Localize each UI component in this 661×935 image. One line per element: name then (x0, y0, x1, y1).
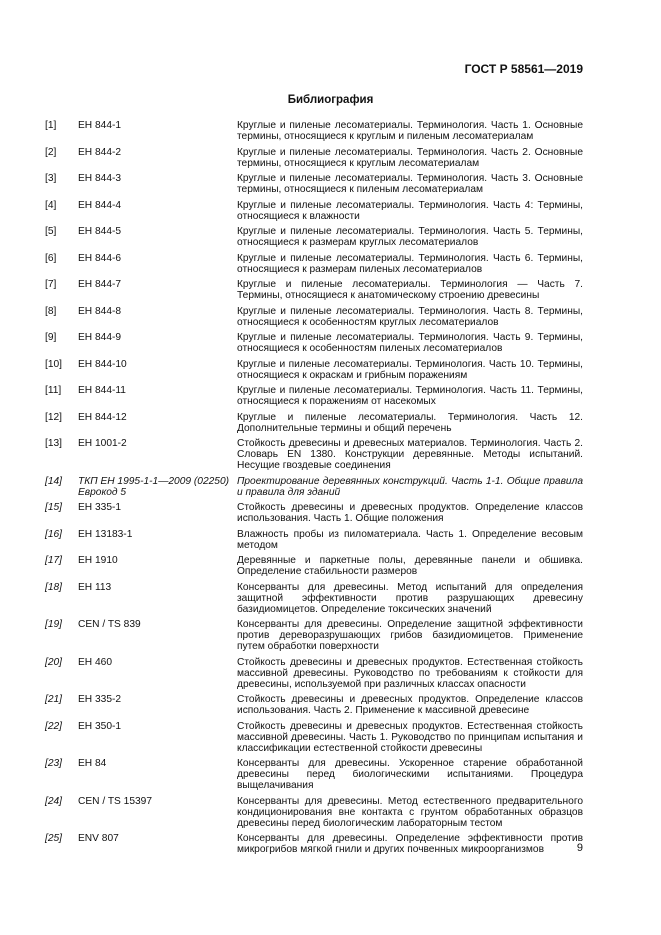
entry-number: [10] (45, 358, 62, 370)
entry-description: Круглые и пиленые лесоматериалы. Терминология. Часть 1. Основные термины, относящиеся к круглым и пиленым лесоматериалам (237, 120, 583, 142)
entry-description: Круглые и пиленые лесоматериалы. Терминология — Часть 7. Термины, относящиеся к анатомическому строению древесины (237, 279, 583, 301)
entry-code: ENV 807 (78, 833, 119, 844)
entry-number: [24] (45, 795, 62, 807)
entry-number: [21] (45, 694, 62, 705)
entry-description: Стойкость древесины и древесных материалов. Терминология. Часть 2. Словарь EN 1380. Конструкции деревянные. Методы испытаний. Несущие гвоздевые соединения (237, 438, 583, 471)
entry-description: Круглые и пиленые лесоматериалы. Терминология. Часть 5. Термины, относящиеся к размерам круглых лесоматериалов (237, 226, 583, 248)
entry-number: [18] (45, 581, 62, 593)
entry-number: [25] (45, 833, 62, 844)
bibliography-entry (45, 385, 583, 407)
bibliography-entry (45, 476, 583, 498)
bibliography-entry (45, 582, 583, 615)
entry-number: [4] (45, 199, 57, 211)
entry-description: Круглые и пиленые лесоматериалы. Терминология. Часть 9. Термины, относящиеся к особенностям пиленых лесоматериалов (237, 332, 583, 354)
entry-description: Круглые и пиленые лесоматериалы. Терминология. Часть 6. Термины, относящиеся к размерам пиленых лесоматериалов (237, 252, 583, 275)
bibliography-entry (45, 306, 583, 328)
entry-code: CEN / TS 839 (78, 619, 141, 630)
bibliography-entry (45, 253, 583, 275)
bibliography-entry (45, 529, 583, 551)
entry-code: EH 844-3 (78, 173, 122, 184)
bibliography-entry (45, 200, 583, 222)
entry-description: Влажность пробы из пиломатериала. Часть 1. Определение весовым методом (237, 528, 583, 551)
entry-code: CEN / TS 15397 (78, 795, 152, 807)
entry-code: EH 1910 (78, 555, 118, 566)
entry-number: [15] (45, 502, 62, 513)
entry-description: Круглые и пиленые лесоматериалы. Терминология. Часть 12. Дополнительные термины и общий перечень (237, 411, 583, 434)
entry-number: [9] (45, 332, 57, 343)
bibliography-entry (45, 332, 583, 354)
entry-code: EH 1001-2 (78, 438, 127, 449)
entry-number: [13] (45, 438, 62, 449)
entry-code: EH 335-1 (78, 502, 122, 513)
entry-description: Проектирование деревянных конструкций. Часть 1-1. Общие правила и правила для зданий (237, 475, 583, 498)
bibliography-entry (45, 555, 583, 577)
entry-number: [19] (45, 619, 62, 630)
entry-code: EH 844-12 (78, 411, 127, 423)
bibliography-entry (45, 412, 583, 434)
entry-code: ТКП ЕН 1995-1-1—2009 (02250) Еврокод 5 (78, 475, 229, 498)
entry-code: EH 844-7 (78, 279, 122, 290)
bibliography-entry (45, 833, 583, 855)
entry-code: EH 844-2 (78, 146, 122, 158)
entry-description: Консерванты для древесины. Метод естественного предварительного кондиционирования вне контакта с грунтом обработанных образцов древесины перед биологическим лабораторным тестом (237, 795, 583, 829)
bibliography-entry (45, 279, 583, 301)
bibliography-entry (45, 721, 583, 754)
entry-description: Стойкость древесины и древесных продуктов. Определение классов использования. Часть 2. Применение к массивной древесине (237, 694, 583, 716)
bibliography-entry (45, 120, 583, 142)
entry-number: [11] (45, 385, 62, 396)
entry-code: EH 460 (78, 656, 112, 668)
section-title: Библиография (287, 94, 374, 106)
bibliography-entry (45, 657, 583, 690)
entry-code: EH 844-11 (78, 385, 126, 396)
bibliography-entry (45, 359, 583, 381)
standard-number: ГОСТ Р 58561—2019 (464, 62, 583, 76)
entry-number: [6] (45, 252, 57, 264)
bibliography-entry (45, 438, 583, 471)
bibliography-list (45, 120, 583, 860)
entry-number: [22] (45, 720, 62, 732)
bibliography-entry (45, 147, 583, 169)
bibliography-entry (45, 502, 583, 524)
entry-number: [3] (45, 173, 57, 184)
entry-number: [14] (45, 475, 62, 487)
entry-description: Консерванты для древесины. Ускоренное старение обработанной древесины перед биологическими испытаниями. Процедура выщелачивания (237, 758, 583, 791)
entry-description: Стойкость древесины и древесных продуктов. Определение классов использования. Часть 1. Общие положения (237, 502, 583, 524)
bibliography-entry (45, 619, 583, 652)
entry-description: Круглые и пиленые лесоматериалы. Терминология. Часть 2. Основные термины, относящиеся к круглым лесоматериалам (237, 146, 583, 169)
entry-description: Круглые и пиленые лесоматериалы. Терминология. Часть 3. Основные термины, относящиеся к пиленым лесоматериалам (237, 173, 583, 195)
entry-number: [2] (45, 146, 57, 158)
entry-number: [20] (45, 656, 62, 668)
entry-description: Стойкость древесины и древесных продуктов. Естественная стойкость массивной древесины. Руководство по требованиям к стойкости для древесины, используемой при различных классах опасности (237, 656, 583, 690)
entry-number: [17] (45, 555, 62, 566)
bibliography-entry (45, 758, 583, 791)
entry-description: Деревянные и паркетные полы, деревянные панели и обшивка. Определение стабильности размеров (237, 555, 583, 577)
entry-number: [12] (45, 411, 62, 423)
bibliography-entry (45, 173, 583, 195)
entry-description: Стойкость древесины и древесных продуктов. Естественная стойкость массивной древесины. Часть 1. Руководство по принципам испытания и классификации естественной стойкости древесины (237, 720, 583, 754)
entry-code: EH 844-8 (78, 305, 122, 317)
entry-code: EH 844-4 (78, 199, 122, 211)
entry-description: Консерванты для древесины. Определение эффективности против микрогрибов мягкой гнили и других почвенных микроорганизмов (237, 833, 583, 855)
entry-description: Консерванты для древесины. Определение защитной эффективности против дереворазрушающих грибов базидиомицетов. Применение путем обработки поверхности (237, 619, 583, 652)
entry-number: [8] (45, 305, 57, 317)
entry-number: [1] (45, 120, 57, 131)
entry-code: EH 113 (78, 581, 112, 593)
bibliography-entry (45, 796, 583, 829)
entry-description: Круглые и пиленые лесоматериалы. Терминология. Часть 8. Термины, относящиеся к особенностям круглых лесоматериалов (237, 305, 583, 328)
entry-number: [7] (45, 279, 57, 290)
entry-code: EH 335-2 (78, 694, 122, 705)
page-number: 9 (576, 842, 583, 854)
entry-code: EH 13183-1 (78, 528, 133, 540)
entry-code: EH 350-1 (78, 720, 122, 732)
entry-code: EH 844-5 (78, 226, 122, 237)
entry-number: [16] (45, 528, 62, 540)
entry-code: EH 844-10 (78, 358, 127, 370)
bibliography-entry (45, 226, 583, 248)
entry-code: EH 844-1 (78, 120, 122, 131)
entry-code: EH 844-9 (78, 332, 122, 343)
entry-description: Круглые и пиленые лесоматериалы. Терминология. Часть 4: Термины, относящиеся к влажности (237, 199, 583, 222)
entry-description: Круглые и пиленые лесоматериалы. Терминология. Часть 11. Термины, относящиеся к поражениям от насекомых (237, 385, 583, 407)
entry-number: [5] (45, 226, 57, 237)
entry-code: EH 844-6 (78, 252, 122, 264)
bibliography-entry (45, 694, 583, 716)
entry-description: Консерванты для древесины. Метод испытаний для определения защитной эффективности против разрушающих древесину базидиомицетов. Определение токсических значений (237, 581, 583, 615)
entry-description: Круглые и пиленые лесоматериалы. Терминология. Часть 10. Термины, относящиеся к окраскам и грибным поражениям (237, 358, 583, 381)
entry-code: EH 84 (78, 758, 107, 769)
entry-number: [23] (45, 758, 62, 769)
